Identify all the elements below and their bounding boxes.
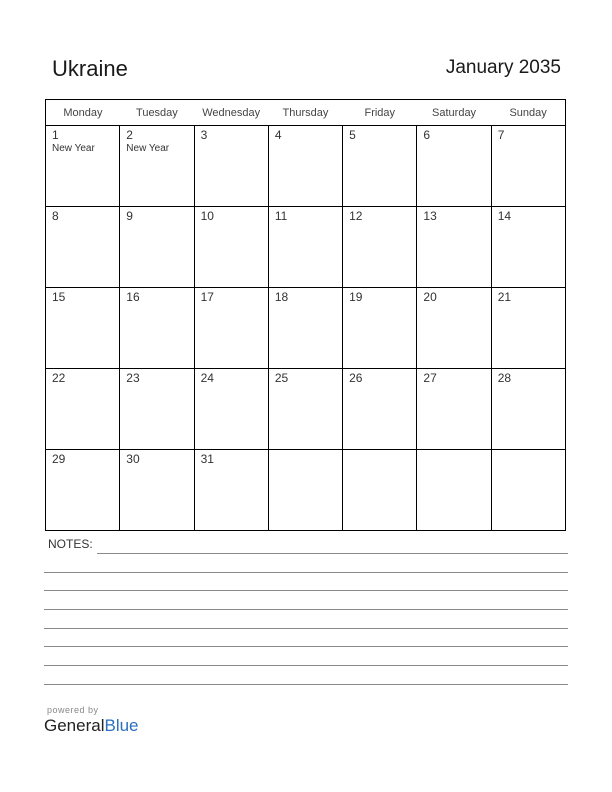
holiday-label: New Year	[126, 143, 170, 154]
day-cell	[268, 369, 342, 450]
day-cell	[46, 126, 120, 207]
day-number: 6	[423, 128, 431, 142]
week-row-3	[46, 288, 566, 369]
day-cell	[46, 207, 120, 288]
day-cell	[46, 369, 120, 450]
weekday-header-row	[46, 100, 566, 126]
day-cell	[194, 126, 268, 207]
day-cell	[194, 207, 268, 288]
day-cell-empty	[417, 450, 491, 531]
day-cell	[343, 288, 417, 369]
notes-line	[44, 646, 568, 647]
notes-line	[44, 684, 568, 685]
day-number: 3	[200, 128, 208, 142]
weekday-saturday: Saturday	[417, 100, 491, 126]
day-cell	[268, 126, 342, 207]
day-cell	[491, 288, 565, 369]
weekday-tuesday: Tuesday	[120, 100, 194, 126]
day-number: 26	[349, 371, 363, 385]
day-number: 23	[126, 371, 140, 385]
notes-line	[44, 665, 568, 666]
day-cell	[491, 126, 565, 207]
notes-line	[44, 590, 568, 591]
day-number: 24	[200, 371, 214, 385]
powered-by-text: powered by	[47, 705, 99, 715]
day-number: 10	[200, 209, 214, 223]
day-cell-empty	[491, 450, 565, 531]
notes-label: NOTES:	[48, 537, 93, 551]
day-number: 1	[52, 128, 59, 142]
month-year-title: January 2035	[445, 57, 561, 78]
day-cell	[194, 369, 268, 450]
holiday-label: New Year	[52, 143, 95, 154]
day-number: 11	[274, 209, 288, 223]
day-cell	[120, 369, 194, 450]
week-row-4	[46, 369, 566, 450]
brand-blue: Blue	[104, 716, 139, 735]
week-row-5	[46, 450, 566, 531]
notes-line	[44, 572, 568, 573]
weekday-friday: Friday	[343, 100, 417, 126]
day-number: 13	[423, 209, 437, 223]
notes-line	[44, 609, 568, 610]
day-cell	[194, 288, 268, 369]
day-cell	[268, 288, 342, 369]
day-number: 20	[423, 290, 437, 304]
day-cell	[120, 450, 194, 531]
week-row-1	[46, 126, 566, 207]
day-number: 29	[52, 452, 66, 466]
day-number: 2	[126, 128, 133, 142]
day-number: 18	[274, 290, 289, 304]
day-cell-empty	[268, 450, 342, 531]
day-cell	[343, 207, 417, 288]
day-cell	[120, 207, 194, 288]
day-number: 15	[52, 290, 66, 304]
day-cell-empty	[343, 450, 417, 531]
weekday-monday: Monday	[46, 100, 120, 126]
day-cell	[343, 126, 417, 207]
day-cell	[343, 369, 417, 450]
country-title: Ukraine	[52, 56, 128, 81]
day-number: 21	[497, 290, 512, 304]
day-number: 25	[274, 371, 289, 385]
day-cell	[417, 369, 491, 450]
day-number: 28	[497, 371, 512, 385]
day-number: 9	[126, 209, 133, 223]
day-cell	[491, 369, 565, 450]
day-cell	[417, 288, 491, 369]
day-number: 17	[200, 290, 214, 304]
week-row-2	[46, 207, 566, 288]
day-number: 7	[497, 128, 505, 142]
weekday-sunday: Sunday	[491, 100, 565, 126]
day-number: 30	[126, 452, 140, 466]
day-number: 5	[349, 128, 356, 142]
day-cell	[46, 450, 120, 531]
notes-line	[97, 553, 568, 554]
notes-line	[44, 628, 568, 629]
day-cell	[417, 207, 491, 288]
day-cell	[120, 288, 194, 369]
day-cell	[268, 207, 342, 288]
day-number: 27	[423, 371, 437, 385]
day-number: 14	[497, 209, 512, 223]
day-number: 4	[274, 128, 282, 142]
day-number: 16	[126, 290, 140, 304]
day-number: 31	[200, 452, 214, 466]
weekday-thursday: Thursday	[268, 100, 342, 126]
day-cell	[417, 126, 491, 207]
weekday-wednesday: Wednesday	[194, 100, 268, 126]
brand-general: General	[44, 716, 105, 735]
day-number: 8	[52, 209, 59, 223]
day-number: 19	[349, 290, 363, 304]
day-number: 12	[349, 209, 363, 223]
day-cell	[194, 450, 268, 531]
calendar-grid	[45, 99, 566, 531]
generalblue-logo	[44, 716, 139, 736]
day-cell	[491, 207, 565, 288]
day-cell	[46, 288, 120, 369]
day-cell	[120, 126, 194, 207]
day-number: 22	[52, 371, 66, 385]
